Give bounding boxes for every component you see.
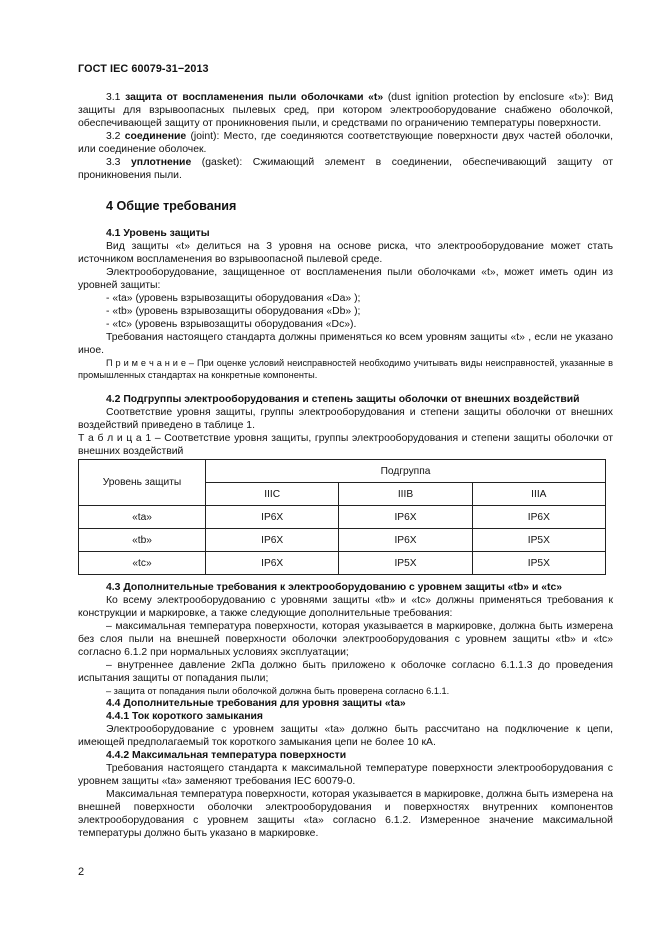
paragraph: Соответствие уровня защиты, группы электрооборудования и степени защиты оболочки от внешних воздействий приведено в таблице 1. — [78, 407, 613, 431]
table-cell-level: «tb» — [79, 529, 206, 552]
table-cell: IP6X — [206, 506, 339, 529]
paragraph-small: – защита от попадания пыли оболочкой должна быть проверена согласно 6.1.1. — [106, 686, 450, 696]
table-column-header: IIIB — [339, 483, 472, 506]
table-row — [79, 552, 606, 575]
spacer — [78, 381, 613, 393]
table-cell-level: «ta» — [79, 506, 206, 529]
section-4-2-title: 4.2 Подгруппы электрооборудования и степень защиты оболочки от внешних воздействий — [106, 394, 580, 405]
section-4-4-1-title: 4.4.1 Ток короткого замыкания — [106, 711, 263, 722]
note-label: П р и м е ч а н и е — [106, 358, 186, 368]
table-group-header: Подгруппа — [206, 460, 606, 483]
section-4-3-title: 4.3 Дополнительные требования к электрооборудованию с уровнем защиты «tb» и «tc» — [106, 582, 563, 593]
list-item: - «tc» (уровень взрывозащиты оборудования «Dc»). — [106, 319, 357, 330]
table-cell: IP6X — [206, 529, 339, 552]
table-1 — [78, 459, 606, 575]
paragraph: Ко всему электрооборудованию с уровнями защиты «tb» и «tc» должны применяться требования к конструкции и маркировке, а также следующие дополнительные требования: — [78, 595, 613, 619]
clause-number: 3.2 — [106, 131, 125, 142]
paragraph: Электрооборудование с уровнем защиты «ta» должно быть рассчитано на подключение к цепи, имеющей предполагаемый ток короткого замыкания цепи не более 10 кА. — [78, 724, 613, 748]
table-cell-level: «tc» — [79, 552, 206, 575]
page-number: 2 — [78, 866, 85, 878]
definition-3-2 — [78, 130, 613, 156]
table-cell: IP6X — [339, 529, 472, 552]
clause-number: 3.1 — [106, 92, 126, 103]
table-caption-label: Т а б л и ц а — [78, 433, 142, 444]
term: защита от воспламенения пыли оболочками «t» — [125, 92, 384, 103]
table-cell: IP6X — [472, 506, 605, 529]
section-4-title: 4 Общие требования — [106, 199, 237, 213]
table-column-header: IIIA — [472, 483, 605, 506]
note-text: – При оценке условий неисправностей необходимо учитывать виды неисправностей, указанные в промышленных стандартах на конкретные компоненты. — [78, 358, 613, 380]
section-4-4-2-title: 4.4.2 Максимальная температура поверхности — [106, 750, 347, 761]
paragraph: Требования настоящего стандарта должны применяться ко всем уровням защиты «t» , если не указано иное. — [78, 332, 613, 356]
table-row — [79, 529, 606, 552]
definition-text: (joint): Место, где соединяются соответствующие поверхности двух частей оболочки, или соединение оболочек. — [78, 131, 613, 155]
paragraph: Требования настоящего стандарта к максимальной температуре поверхности электрооборудования с уровнем защиты «ta» заменяют требования IEC 60079-0. — [78, 763, 613, 787]
definition-text: (gasket): Сжимающий элемент в соединении, обеспечивающий защиту от проникновения пыли. — [78, 157, 613, 181]
table-row-header: Уровень защиты — [79, 460, 206, 506]
table-cell: IP6X — [206, 552, 339, 575]
table-column-header: IIIC — [206, 483, 339, 506]
term: соединение — [124, 131, 187, 142]
table-caption — [78, 432, 613, 458]
paragraph: Вид защиты «t» делиться на 3 уровня на основе риска, что электрооборудование может стать источником воспламенения во взрывоопасной пылевой среде. — [78, 241, 613, 265]
paragraph: – максимальная температура поверхности, которая указывается в маркировке, должна быть измерена без слоя пыли на внешней поверхности оболочки электрооборудования с уровнем защиты «tb» и «tc» согласно 6.1.2 при нормальных условиях эксплуатации; — [78, 621, 613, 658]
paragraph: Электрооборудование, защищенное от воспламенения пыли оболочками «t», может иметь один из уровней защиты: — [78, 267, 613, 291]
note — [78, 357, 613, 381]
clause-number: 3.3 — [106, 157, 132, 168]
table-caption-text: 1 – Соответствие уровня защиты, группы электрооборудования и степени защиты оболочки от внешних воздействий — [78, 433, 613, 457]
table-cell: IP5X — [472, 529, 605, 552]
table-row — [79, 506, 606, 529]
paragraph: Максимальная температура поверхности, которая указывается в маркировке, должна быть измерена на внешней поверхности оболочки электрооборудования и поверхностях внутренних компонентов электрооборудования с уровнем защиты «ta» согласно 6.1.2. Измеренное значение максимальной температуры должно быть указано в маркировке. — [78, 789, 613, 839]
table-cell: IP6X — [339, 506, 472, 529]
section-4-4-title: 4.4 Дополнительные требования для уровня защиты «ta» — [106, 698, 406, 709]
term: уплотнение — [131, 157, 192, 168]
definition-text: (dust ignition protection by enclosure «t»): Вид защиты для взрывоопасных пылевых сред, при котором электрооборудование снабжено оболочкой, обеспечивающей защиту от проникновения пыли, и средствами по ограничению температуры поверхности. — [78, 92, 614, 129]
table-cell: IP5X — [472, 552, 605, 575]
definition-3-3 — [78, 156, 613, 182]
section-4-1-title: 4.1 Уровень защиты — [106, 228, 210, 239]
table-cell: IP5X — [339, 552, 472, 575]
list-item: - «ta» (уровень взрывозащиты оборудования «Da» ); — [106, 293, 361, 304]
paragraph: – внутреннее давление 2кПа должно быть приложено к оболочке согласно 6.1.1.3 до проведения испытания защиты от попадания пыли; — [78, 660, 613, 684]
document-code: ГОСТ IEC 60079-31−2013 — [78, 63, 209, 75]
document-body — [78, 91, 613, 840]
list-item: - «tb» (уровень взрывозащиты оборудования «Db» ); — [106, 306, 361, 317]
definition-3-1 — [78, 91, 613, 130]
